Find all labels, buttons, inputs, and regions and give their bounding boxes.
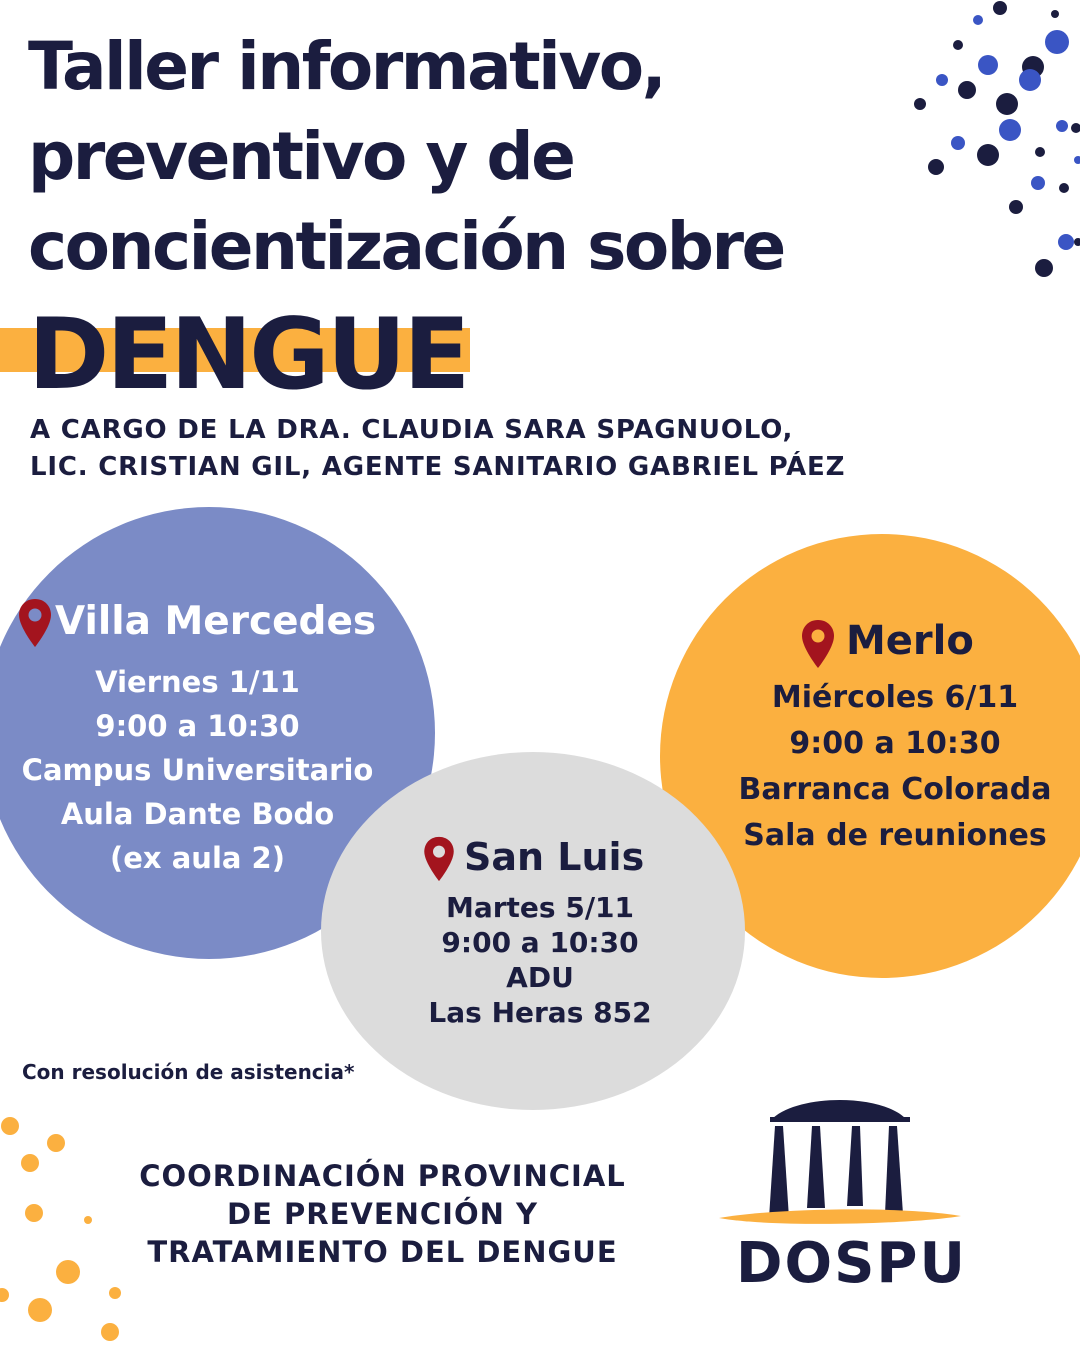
map-pin-icon <box>801 619 835 669</box>
title-highlight: DENGUE <box>28 298 468 412</box>
location-time: 9:00 a 10:30 <box>95 709 300 743</box>
organizer <box>90 1157 675 1271</box>
location-room: Aula Dante Bodo <box>60 797 335 831</box>
title-line-2: preventivo y de <box>28 118 574 195</box>
columns-building-icon <box>715 1088 965 1238</box>
blue-dots-decoration <box>900 0 1080 290</box>
location-extra: (ex aula 2) <box>110 841 285 875</box>
map-pin-icon <box>18 598 52 648</box>
location-details-merlo <box>700 675 1080 859</box>
location-room: Las Heras 852 <box>428 996 652 1029</box>
map-pin-icon <box>423 836 455 882</box>
location-details-san-luis <box>350 890 730 1030</box>
location-time: 9:00 a 10:30 <box>789 726 1001 761</box>
location-details-villa-mercedes <box>0 660 395 880</box>
organizer-line-3: TRATAMIENTO DEL DENGUE <box>147 1235 618 1269</box>
location-place: Campus Universitario <box>21 753 374 787</box>
logo-text: DOSPU <box>736 1231 967 1296</box>
location-place: ADU <box>506 961 574 994</box>
presenters-line-2: LIC. CRISTIAN GIL, AGENTE SANITARIO GABRIEL PÁEZ <box>30 452 846 482</box>
presenters-line-1: A CARGO DE LA DRA. CLAUDIA SARA SPAGNUOLO, <box>30 415 794 445</box>
location-time: 9:00 a 10:30 <box>441 926 639 959</box>
location-name-villa-mercedes: Villa Mercedes <box>55 599 377 644</box>
location-name-san-luis: San Luis <box>464 835 645 879</box>
location-room: Sala de reuniones <box>743 818 1047 853</box>
title-line-1: Taller informativo, <box>28 28 665 105</box>
attendance-note: Con resolución de asistencia* <box>22 1060 355 1084</box>
location-date: Miércoles 6/11 <box>771 680 1019 715</box>
location-date: Viernes 1/11 <box>95 665 300 699</box>
title-line-3: concientización sobre <box>28 208 784 285</box>
location-name-merlo: Merlo <box>846 618 974 664</box>
location-place: Barranca Colorada <box>738 772 1052 807</box>
presenters <box>30 412 845 486</box>
organizer-line-1: COORDINACIÓN PROVINCIAL <box>139 1159 626 1193</box>
location-date: Martes 5/11 <box>445 891 635 924</box>
organizer-line-2: DE PREVENCIÓN Y <box>227 1197 538 1231</box>
